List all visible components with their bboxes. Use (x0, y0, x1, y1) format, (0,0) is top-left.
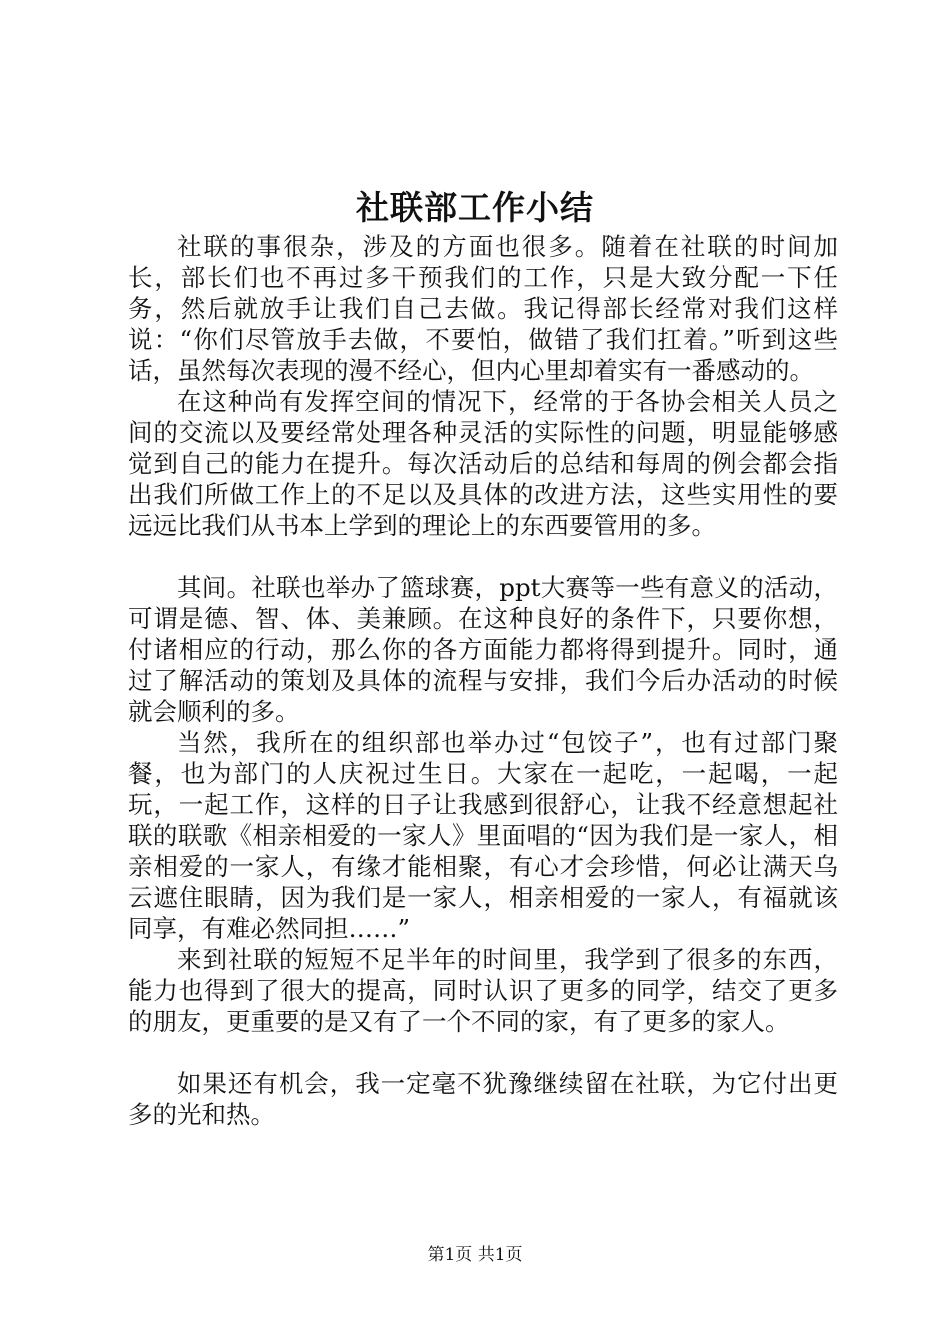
paragraph: 如果还有机会，我一定毫不犹豫继续留在社联，为它付出更多的光和热。 (128, 1069, 838, 1129)
paragraph: 其间。社联也举办了篮球赛，ppt大赛等一些有意义的活动，可谓是德、智、体、美兼顾。在这种良好的条件下，只要你想，付诸相应的行动，那么你的各方面能力都将得到提升。同时，通过了解活动的策划及具体的流程与安排，我们今后办活动的时候就会顺利的多。 (128, 573, 838, 726)
page-footer: 第1页 共1页 (427, 1245, 523, 1265)
document-body (128, 231, 838, 1130)
paragraph: 在这种尚有发挥空间的情况下，经常的于各协会相关人员之间的交流以及要经常处理各种灵活的实际性的问题，明显能够感觉到自己的能力在提升。每次活动后的总结和每周的例会都会指出我们所做工作上的不足以及具体的改进方法，这些实用性的要远远比我们从书本上学到的理论上的东西要管用的多。 (128, 387, 838, 540)
paragraph: 来到社联的短短不足半年的时间里，我学到了很多的东西，能力也得到了很大的提高，同时认识了更多的同学，结交了更多的朋友，更重要的是又有了一个不同的家，有了更多的家人。 (128, 945, 838, 1036)
paragraph: 社联的事很杂，涉及的方面也很多。随着在社联的时间加长，部长们也不再过多干预我们的工作，只是大致分配一下任务，然后就放手让我们自己去做。我记得部长经常对我们这样说：“你们尽管放手去做，不要怕，做错了我们扛着。”听到这些话，虽然每次表现的漫不经心，但内心里却着实有一番感动的。 (128, 232, 838, 385)
document-title: 社联部工作小结 (356, 188, 594, 227)
paragraph: 当然，我所在的组织部也举办过“包饺子”，也有过部门聚餐，也为部门的人庆祝过生日。大家在一起吃，一起喝，一起玩，一起工作，这样的日子让我感到很舒心，让我不经意想起社联的联歌《相亲相爱的一家人》里面唱的“因为我们是一家人，相亲相爱的一家人，有缘才能相聚，有心才会珍惜，何必让满天乌云遮住眼睛，因为我们是一家人，相亲相爱的一家人，有福就该同享，有难必然同担……” (128, 728, 838, 943)
